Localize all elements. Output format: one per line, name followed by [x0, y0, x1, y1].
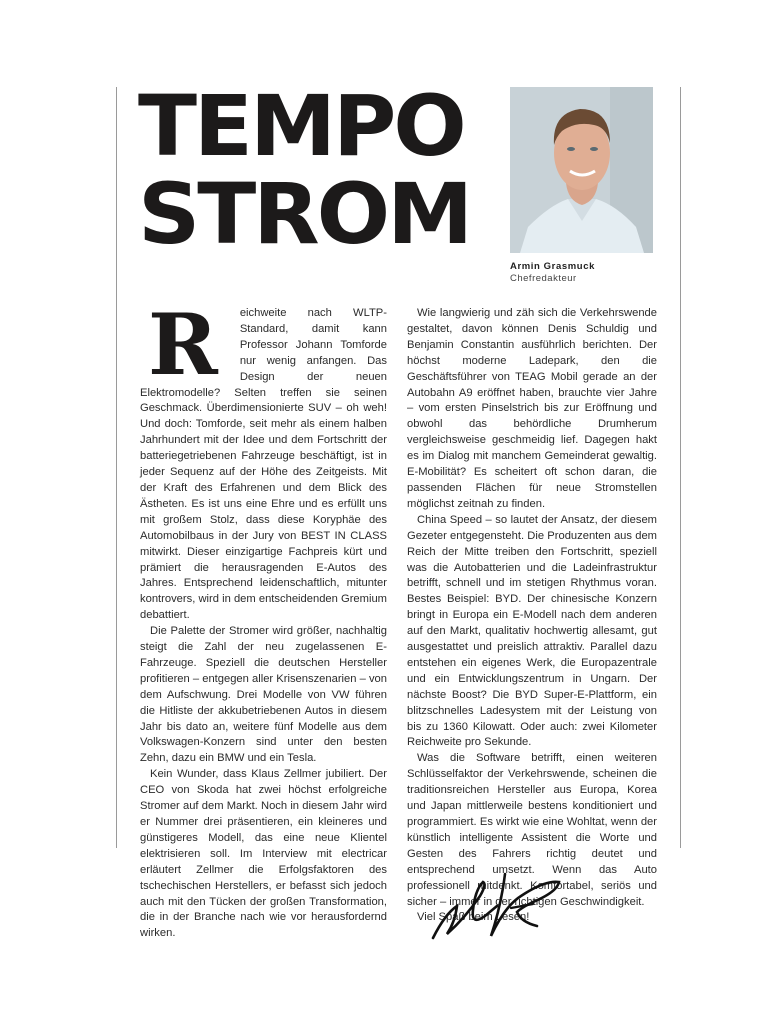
- headline: [138, 77, 471, 263]
- left-column-rule: [116, 87, 117, 848]
- article-column-1: [140, 295, 387, 942]
- drop-cap: R: [148, 295, 218, 394]
- portrait-illustration: [510, 87, 653, 253]
- paragraph: Die Palette der Stromer wird größer, nachhaltig steigt die Zahl der neu zugelassenen E-Fahrzeuge. Speziell die deutschen Hersteller profitieren – entgegen aller Krisenszenarien – von dem Aufschwung. Drei Modelle von VW führen die Hitliste der akkubetriebenen Autos in diesem Jahr bis dato an, weitere fünf Modelle aus dem Volkswagen-Konzern sind unter den besten Zehn, dazu ein BMW und ein Tesla.: [140, 625, 387, 765]
- author-role: Chefredakteur: [510, 273, 577, 284]
- paragraph: Kein Wunder, dass Klaus Zellmer jubiliert. Der CEO von Skoda hat zwei höchst erfolgreiche Stromer auf dem Markt. Noch in diesem Jahr wird er Nummer drei präsentieren, ein kleineres und günstigeres Modell, das eine neue Klientel elektrisieren soll. Im Interview mit electricar erläutert Zellmer die Erfolgsfaktoren des tschechischen Herstellers, er befasst sich jedoch auch mit den Tücken der großen Transformation, die in der Branche nach wie vor herausfordernd wirken.: [140, 768, 387, 940]
- paragraph: Was die Software betrifft, einen weiteren Schlüsselfaktor der Verkehrswende, scheinen die traditionsreichen Hersteller aus Europa, Korea und Japan mittlerweile bestens konditioniert und programmiert. Es wirkt wie eine Wohltat, wenn der künstlich intelligente Assistent die Worte und Gesten des Fahrers richtig deutet und entsprechend umsetzt. Wenn das Auto professionell mitdenkt. Komfortabel, seriös und sicher – immer in der richtigen Geschwindigkeit.: [407, 752, 657, 908]
- author-portrait: [510, 87, 653, 253]
- right-column-rule: [680, 87, 681, 848]
- author-signature: [425, 866, 575, 946]
- article-column-2: [407, 306, 657, 926]
- closing-line: Viel Spaß beim Lesen!: [417, 911, 530, 924]
- paragraph: China Speed – so lautet der Ansatz, der diesem Gezeter entgegensteht. Die Produzenten aus dem Reich der Mitte treiben den Fortschritt, speziell was die Autobatterien und die Ladeinfrastruktur betrifft, schnell und im stetigen Rhythmus voran. Bestes Beispiel: BYD. Der chinesische Konzern bringt in Europa ein E-Modell nach dem anderen auf den Markt, qualitativ hochwertig allesamt, gut ausgestattet und preislich attraktiv. Parallel dazu entstehen ein eigenes Werk, die Europazentrale und ein Entwicklungszentrum in Ungarn. Der nächste Boost? Die BYD Super-E-Plattform, ein blitzschnelles Ladesystem mit der Leistung von bis zu 1360 Kilowatt. Oder auch: zwei Kilometer Reichweite pro Sekunde.: [407, 513, 657, 749]
- paragraph-text: eichweite nach WLTP-Standard, damit kann Professor Johann Tomforde nur wenig anfangen. Das Design der neuen Elektromodelle? Selten treffen sie seinen Geschmack. Überdimensionierte SUV – oh weh! Und doch: Tomforde, seit mehr als einem halben Jahrhundert mit der Idee und dem Fortschritt der batteriegetriebenen Fahrzeuge beschäftigt, ist in jeder Sequenz auf der Höhe des Zeitgeists. Mit der Kraft des Erfahrenen und dem Blick des Ästheten. Es ist uns eine Ehre und es erfüllt uns mit großem Stolz, dass diese Koryphäe des Automobilbaus in der Jury von BEST IN CLASS mitwirkt. Dieser einzigartige Fachpreis kürt und prämiert die herausragenden E-Autos des Jahres. Entsprechend leidenschaftlich, mitunter kontrovers, wird in dem entscheidenden Gremium debattiert.: [140, 307, 387, 622]
- headline-line-1: TEMPO: [138, 77, 464, 175]
- paragraph: Wie langwierig und zäh sich die Verkehrswende gestaltet, davon können Denis Schuldig und Benjamin Constantin ausführlich berichten. Der höchst moderne Ladepark, den die Geschäftsführer von TEAG Mobil gerade an der Autobahn A9 eröffnet haben, brauchte vier Jahre – vom ersten Pinselstrich bis zur Eröffnung und obwohl das behördliche Drumherum vergleichsweise geschmeidig lief. Dagegen hakt es im Dialog mit manchem Gemeinderat gewaltig. E-Mobilität? Es scheitert oft schon daran, die passenden Flächen für neue Stromstellen möglichst zeitnah zu finden.: [407, 307, 657, 510]
- headline-line-2: STROM: [138, 165, 471, 263]
- author-name: Armin Grasmuck: [510, 261, 595, 272]
- paragraph: [140, 295, 387, 624]
